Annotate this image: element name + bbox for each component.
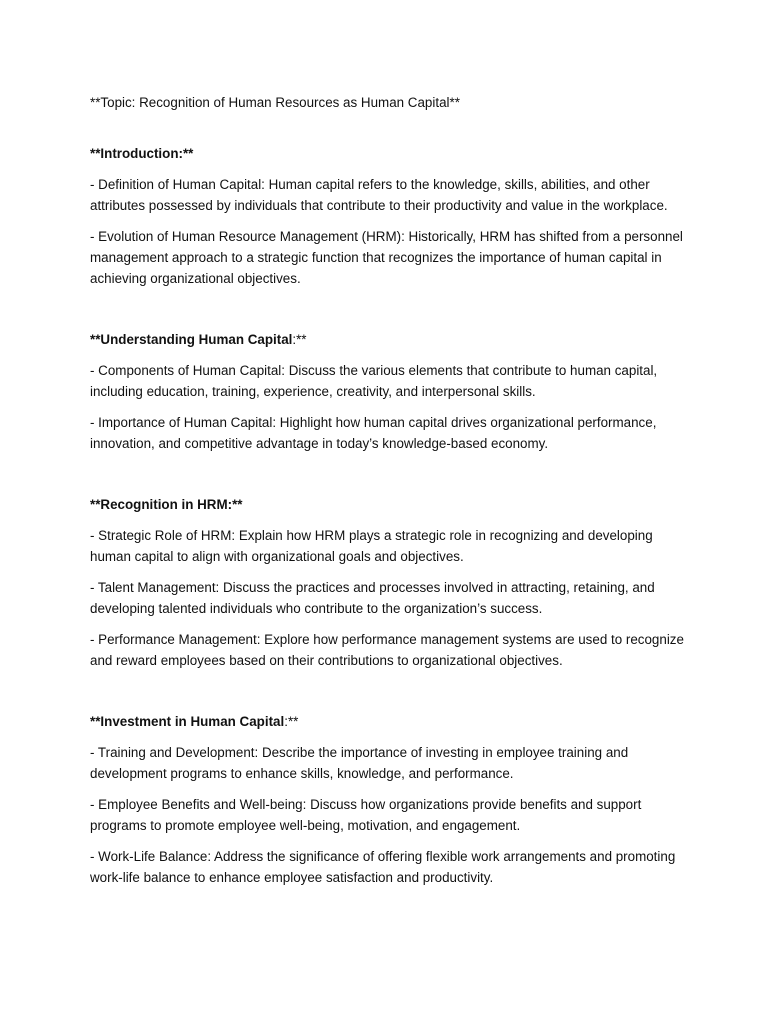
section-recognition-in-hrm bbox=[90, 494, 690, 671]
section-introduction bbox=[90, 143, 690, 289]
section-heading bbox=[90, 143, 690, 164]
document-page bbox=[90, 92, 690, 898]
section-heading-bold: **Investment in Human Capital bbox=[90, 714, 285, 729]
paragraph: - Training and Development: Describe the importance of investing in employee training and development programs to enhance skills, knowledge, and performance. bbox=[90, 745, 629, 781]
paragraph: - Talent Management: Discuss the practices and processes involved in attracting, retaining, and developing talented individuals who contribute to the organization’s success. bbox=[90, 580, 655, 616]
section-heading bbox=[90, 494, 690, 515]
section-heading bbox=[90, 711, 690, 732]
paragraph: - Performance Management: Explore how performance management systems are used to recognize and reward employees based on their contributions to organizational objectives. bbox=[90, 632, 684, 668]
document-topic: **Topic: Recognition of Human Resources as Human Capital** bbox=[90, 95, 460, 110]
paragraph: - Employee Benefits and Well-being: Discuss how organizations provide benefits and support programs to promote employee well-being, motivation, and engagement. bbox=[90, 797, 642, 833]
section-heading-bold: **Introduction:** bbox=[90, 146, 194, 161]
paragraph: - Importance of Human Capital: Highlight how human capital drives organizational performance, innovation, and competitive advantage in today’s knowledge-based economy. bbox=[90, 415, 657, 451]
paragraph: - Work-Life Balance: Address the significance of offering flexible work arrangements and promoting work-life balance to enhance employee satisfaction and productivity. bbox=[90, 849, 676, 885]
section-heading bbox=[90, 329, 690, 350]
section-investment-in-human-capital bbox=[90, 711, 690, 888]
paragraph: - Components of Human Capital: Discuss the various elements that contribute to human capital, including education, training, experience, creativity, and interpersonal skills. bbox=[90, 363, 658, 399]
section-understanding-human-capital bbox=[90, 329, 690, 454]
paragraph: - Strategic Role of HRM: Explain how HRM plays a strategic role in recognizing and developing human capital to align with organizational goals and objectives. bbox=[90, 528, 653, 564]
section-heading-bold: **Recognition in HRM:** bbox=[90, 497, 243, 512]
section-heading-rest: :** bbox=[292, 332, 307, 347]
paragraph: - Evolution of Human Resource Management (HRM): Historically, HRM has shifted from a personnel management approach to a strategic function that recognizes the importance of human capital in achieving organizational objectives. bbox=[90, 229, 683, 286]
paragraph: - Definition of Human Capital: Human capital refers to the knowledge, skills, abilities, and other attributes possessed by individuals that contribute to their productivity and value in the workplace. bbox=[90, 177, 668, 213]
section-heading-rest: :** bbox=[284, 714, 299, 729]
section-heading-bold: **Understanding Human Capital bbox=[90, 332, 293, 347]
